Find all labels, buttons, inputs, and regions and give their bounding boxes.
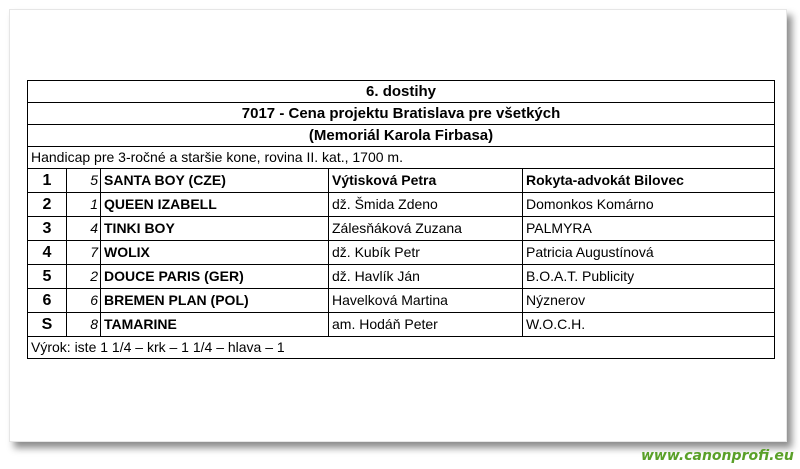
website-watermark: www.canonprofi.eu xyxy=(641,448,794,464)
race-name: 7017 - Cena projektu Bratislava pre všetkých xyxy=(28,103,775,125)
race-memorial: (Memoriál Karola Firbasa) xyxy=(28,125,775,147)
owner-name: PALMYRA xyxy=(523,217,775,241)
start-number: 5 xyxy=(67,169,101,193)
race-result-table xyxy=(27,80,775,359)
owner-name: Patricia Augustínová xyxy=(523,241,775,265)
jockey-name: Zálesňáková Zuzana xyxy=(329,217,523,241)
horse-name: WOLIX xyxy=(101,241,329,265)
jockey-name: am. Hodáň Peter xyxy=(329,313,523,337)
start-number: 6 xyxy=(67,289,101,313)
start-number: 7 xyxy=(67,241,101,265)
result-row xyxy=(28,289,775,313)
jockey-name: Výtisková Petra xyxy=(329,169,523,193)
horse-name: QUEEN IZABELL xyxy=(101,193,329,217)
start-number: 4 xyxy=(67,217,101,241)
race-conditions: Handicap pre 3-ročné a staršie kone, rovina II. kat., 1700 m. xyxy=(28,147,775,169)
race-margins: Výrok: iste 1 1/4 – krk – 1 1/4 – hlava – 1 xyxy=(28,337,775,359)
owner-name: B.O.A.T. Publicity xyxy=(523,265,775,289)
start-number: 1 xyxy=(67,193,101,217)
horse-name: SANTA BOY (CZE) xyxy=(101,169,329,193)
result-row xyxy=(28,217,775,241)
start-number: 2 xyxy=(67,265,101,289)
result-row xyxy=(28,169,775,193)
horse-name: BREMEN PLAN (POL) xyxy=(101,289,329,313)
owner-name: W.O.C.H. xyxy=(523,313,775,337)
jockey-name: dž. Havlík Ján xyxy=(329,265,523,289)
place: 1 xyxy=(28,169,67,193)
owner-name: Nýznerov xyxy=(523,289,775,313)
result-row xyxy=(28,241,775,265)
race-number-title: 6. dostihy xyxy=(28,81,775,103)
place: 6 xyxy=(28,289,67,313)
result-row xyxy=(28,265,775,289)
start-number: 8 xyxy=(67,313,101,337)
place: 5 xyxy=(28,265,67,289)
horse-name: DOUCE PARIS (GER) xyxy=(101,265,329,289)
jockey-name: dž. Šmida Zdeno xyxy=(329,193,523,217)
place: 2 xyxy=(28,193,67,217)
horse-name: TINKI BOY xyxy=(101,217,329,241)
horse-name: TAMARINE xyxy=(101,313,329,337)
result-row xyxy=(28,313,775,337)
jockey-name: dž. Kubík Petr xyxy=(329,241,523,265)
owner-name: Domonkos Komárno xyxy=(523,193,775,217)
place: 3 xyxy=(28,217,67,241)
place: S xyxy=(28,313,67,337)
jockey-name: Havelková Martina xyxy=(329,289,523,313)
owner-name: Rokyta-advokát Bilovec xyxy=(523,169,775,193)
result-row xyxy=(28,193,775,217)
place: 4 xyxy=(28,241,67,265)
